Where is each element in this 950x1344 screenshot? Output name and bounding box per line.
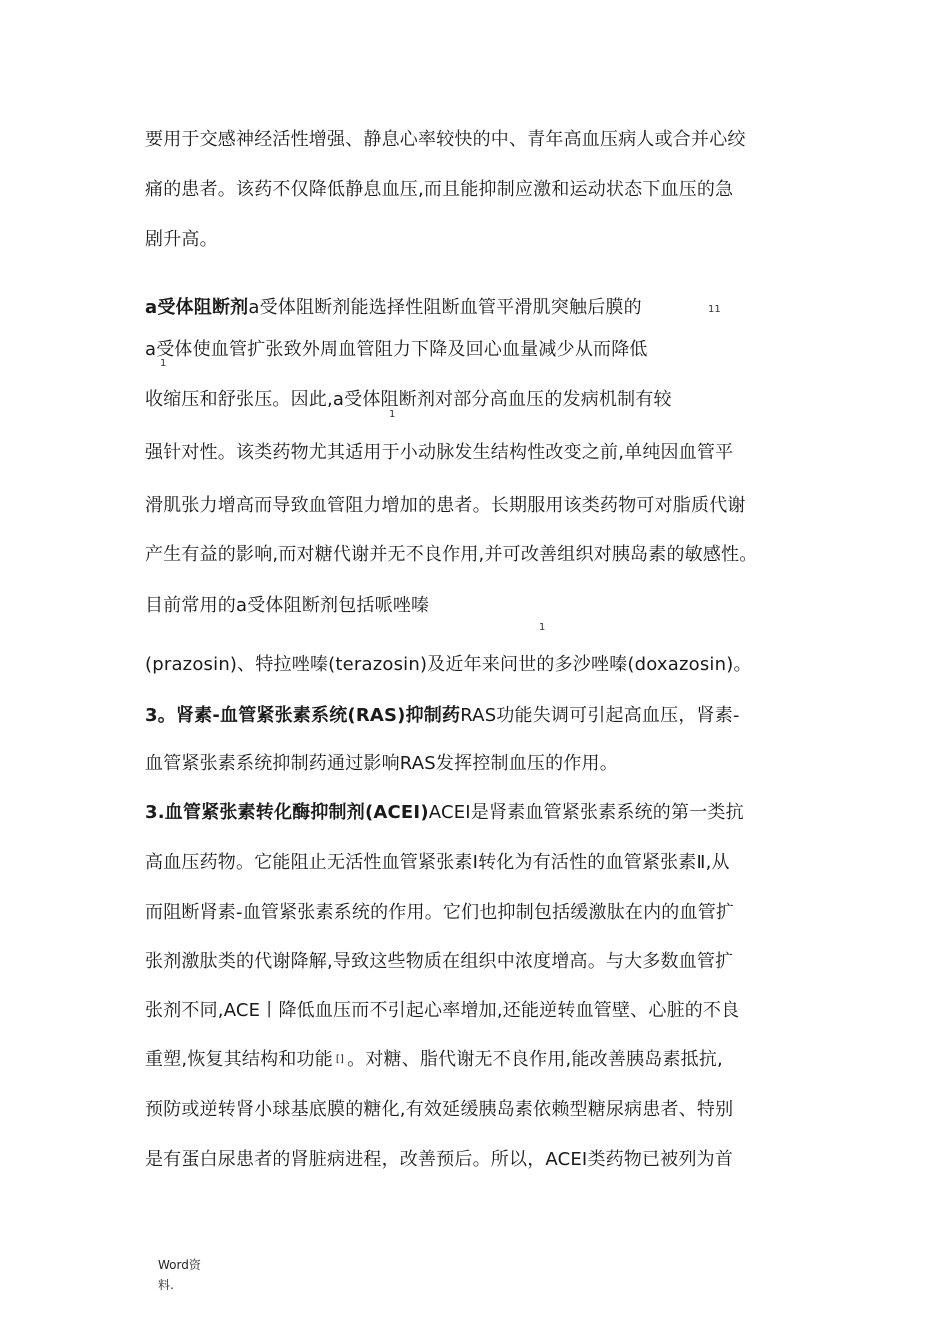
paragraph-text: 重塑,恢复其结构和功能 [145, 1049, 333, 1070]
paragraph-line: a受体使血管扩张致外周血管阻力下降及回心血量减少从而降低 [145, 339, 648, 360]
footer-line: 料. [158, 1278, 174, 1292]
paragraph-line: 强针对性。该类药物尤其适用于小动脉发生结构性改变之前,单纯因血管平 [145, 442, 734, 463]
paragraph-line: 痛的患者。该药不仅降低静息血压,而且能抑制应激和运动状态下血压的急 [145, 179, 734, 200]
paragraph-line: (prazosin)、特拉唑嗪(terazosin)及近年来问世的多沙唑嗪(doxazosin)。 [145, 654, 752, 675]
subscript-mark: 1 [160, 358, 167, 369]
paragraph-text: 。对糖、脂代谢无不良作用,能改善胰岛素抵抗, [347, 1049, 723, 1070]
section-ras [145, 704, 740, 728]
section-heading: 3。肾素-血管紧张素系统(RAS)抑制药 [145, 705, 461, 726]
paragraph-line: 高血压药物。它能阻止无活性血管紧张素Ⅰ转化为有活性的血管紧张素Ⅱ,从 [145, 852, 730, 873]
paragraph-line: 目前常用的a受体阻断剂包括哌唑嗪 [145, 595, 430, 616]
paragraph-line: 预防或逆转肾小球基底膜的糖化,有效延缓胰岛素依赖型糖尿病患者、特别 [145, 1099, 734, 1120]
paragraph-line [145, 1048, 723, 1072]
paragraph-line: 是有蛋白尿患者的肾脏病进程，改善预后。所以，ACEI类药物已被列为首 [145, 1149, 734, 1170]
paragraph-text: ACEI是肾素血管紧张素系统的第一类抗 [428, 802, 744, 823]
section-heading: a受体阻断剂 [145, 297, 249, 318]
paragraph-line: 产生有益的影响,而对糖代谢并无不良作用,并可改善组织对胰岛素的敏感性。 [145, 544, 758, 565]
paragraph-line: 剧升高。 [145, 229, 218, 250]
paragraph-line: 要用于交感神经活性增强、静息心率较快的中、青年高血压病人或合并心绞 [145, 129, 746, 150]
section-acei [145, 801, 744, 825]
paragraph-text: RAS功能失调可引起高血压，肾素- [460, 705, 740, 726]
subscript-mark: 1 [539, 622, 546, 633]
paragraph-line: 而阻断肾素-血管紧张素系统的作用。它们也抑制包括缓激肽在内的血管扩 [145, 902, 735, 923]
reference-mark: [] [335, 1054, 345, 1065]
section-heading: 3.血管紧张素转化酶抑制剂(ACEI) [145, 802, 429, 823]
paragraph-line: 张剂不同,ACE丨降低血压而不引起心率增加,还能逆转血管壁、心脏的不良 [145, 1000, 740, 1021]
page-footer [158, 1255, 218, 1295]
section-alpha-blocker [145, 296, 642, 320]
footer-line: Word资 [158, 1258, 201, 1272]
paragraph-line: 张剂激肽类的代谢降解,导致这些物质在组织中浓度增高。与大多数血管扩 [145, 951, 734, 972]
paragraph-line: 收缩压和舒张压。因此,a受体阻断剂对部分高血压的发病机制有较 [145, 389, 672, 410]
subscript-mark: 1 [389, 409, 396, 420]
paragraph-text: a受体阻断剂能选择性阻断血管平滑肌突触后膜的 [248, 297, 642, 318]
superscript-mark: 11 [708, 304, 721, 315]
paragraph-line: 滑肌张力增高而导致血管阻力增加的患者。长期服用该类药物可对脂质代谢 [145, 495, 746, 516]
paragraph-line: 血管紧张素系统抑制药通过影响RAS发挥控制血压的作用。 [145, 753, 618, 774]
